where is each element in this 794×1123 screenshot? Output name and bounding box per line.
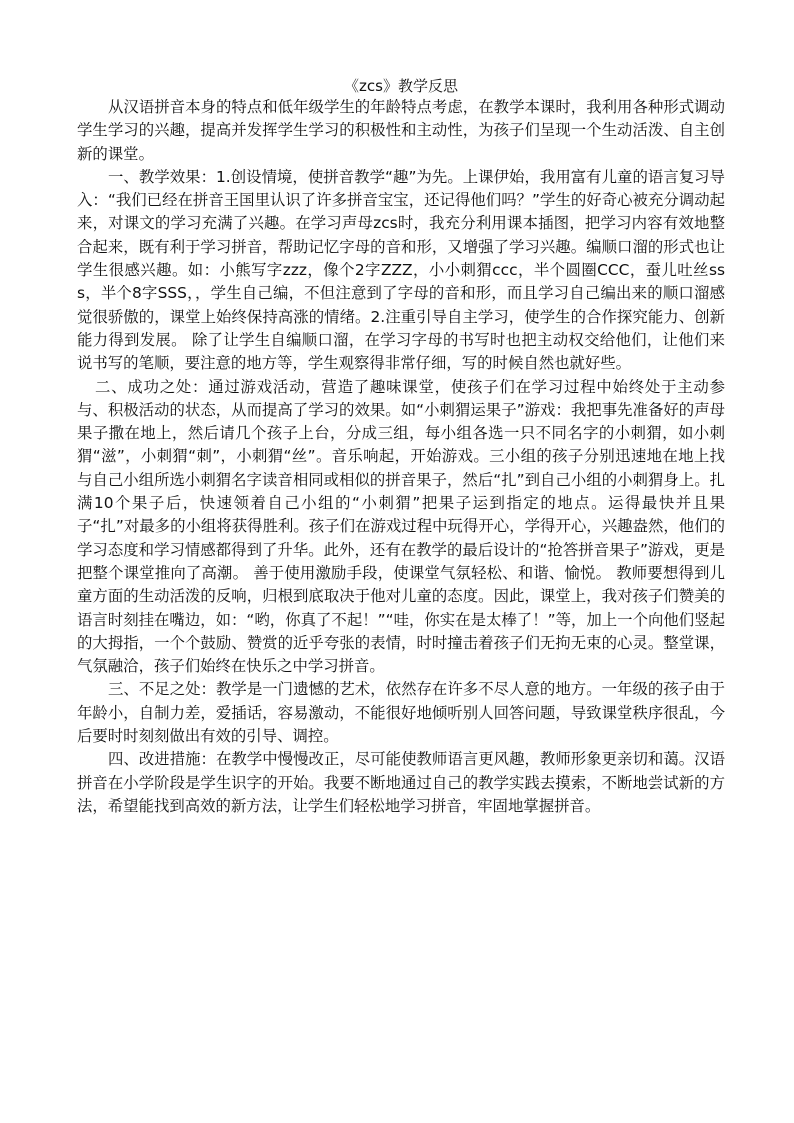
paragraph-shortcomings: 三、不足之处：教学是一门遗憾的艺术，依然存在许多不尽人意的地方。一年级的孩子由于年龄小，自制力差，爱插话，容易激动，不能很好地倾听别人回答问题，导致课堂秩序很乱，今后要时时刻刻做出有效的引导、调控。	[77, 680, 725, 746]
paragraph-success: 二、成功之处：通过游戏活动，营造了趣味课堂，使孩子们在学习过程中始终处于主动参与、积极活动的状态，从而提高了学习的效果。如“小刺猬运果子”游戏：我把事先准备好的声母果子撒在地上，然后请几个孩子上台，分成三组，每小组各选一只不同名字的小刺猬，如小刺猬“滋”，小刺猬“刺”，小刺猬“丝”。音乐响起，开始游戏。三小组的孩子分别迅速地在地上找与自己小组所选小刺猬名字读音相同或相似的拼音果子，然后“扎”到自己小组的小刺猬身上。扎满10个果子后，快速领着自己小组的“小刺猬”把果子运到指定的地点。运得最快并且果子“扎”对最多的小组将获得胜利。孩子们在游戏过程中玩得开心，学得开心，兴趣盎然，他们的学习态度和学习情感都得到了升华。此外，还有在教学的最后设计的“抢答拼音果子”游戏，更是把整个课堂推向了高潮。 善于使用激励手段，使课堂气氛轻松、和谐、愉悦。 教师要想得到儿童方面的生动活泼的反响，归根到底取决于他对儿童的态度。因此，课堂上，我对孩子们赞美的语言时刻挂在嘴边，如：“哟，你真了不起！”“哇，你实在是太棒了！”等，加上一个向他们竖起的大拇指，一个个鼓励、赞赏的近乎夸张的表情，时时撞击着孩子们无拘无束的心灵。整堂课，气氛融洽，孩子们始终在快乐之中学习拼音。	[77, 377, 726, 676]
paragraph-intro: 从汉语拼音本身的特点和低年级学生的年龄特点考虑，在教学本课时，我利用各种形式调动学生学习的兴趣，提高并发挥学生学习的积极性和主动性，为孩子们呈现一个生动活泼、自主创新的课堂。	[77, 98, 725, 163]
document-page	[77, 76, 725, 818]
paragraph-teaching-effect: 一、教学效果：1.创设情境，使拼音教学“趣”为先。上课伊始，我用富有儿童的语言复习导入：“我们已经在拼音王国里认识了许多拼音宝宝，还记得他们吗？”学生的好奇心被充分调动起来，对课文的学习充满了兴趣。在学习声母zcs时，我充分利用课本插图，把学习内容有效地整合起来，既有利于学习拼音，帮助记忆字母的音和形，又增强了学习兴趣。编顺口溜的形式也让学生很感兴趣。如：小熊写字zzz，像个2字ZZZ，小小刺猬ccc，半个圆圈CCC，蚕儿吐丝sss，半个8字SSS，，学生自己编，不但注意到了字母的音和形，而且学习自己编出来的顺口溜感觉很骄傲的，课堂上始终保持高涨的情绪。2.注重引导自主学习，使学生的合作探究能力、创新能力得到发展。 除了让学生自编顺口溜，在学习字母的书写时也把主动权交给他们，让他们来说书写的笔顺，要注意的地方等，学生观察得非常仔细，写的时候自然也就好些。	[77, 167, 725, 373]
document-title: 《zcs》教学反思	[344, 77, 458, 95]
paragraph-improvements: 四、改进措施：在教学中慢慢改正，尽可能使教师语言更风趣，教师形象更亲切和蔼。汉语拼音在小学阶段是学生识字的开始。我要不断地通过自己的教学实践去摸索，不断地尝试新的方法，希望能找到高效的新方法，让学生们轻松地学习拼音，牢固地掌握拼音。	[77, 750, 725, 815]
